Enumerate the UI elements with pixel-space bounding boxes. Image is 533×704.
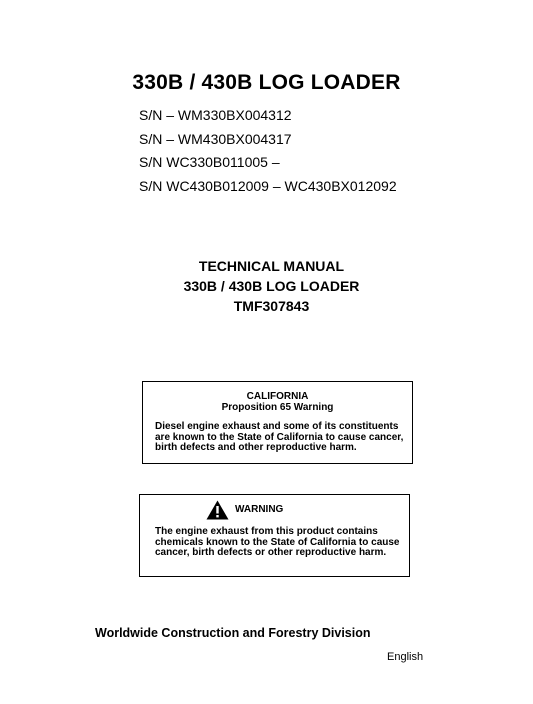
california-heading [143,392,412,413]
serial-number: S/N WC430B012009 – WC430BX012092 [139,177,397,194]
warning-line: chemicals known to the State of California to cause [155,536,400,548]
division-name: Worldwide Construction and Forestry Division [95,626,371,640]
california-heading-state: CALIFORNIA [246,391,309,402]
manual-model: 330B / 430B LOG LOADER [183,278,360,294]
language-label: English [387,651,424,663]
manual-number: TMF307843 [233,298,310,314]
california-heading-proposition: Proposition 65 Warning [221,401,334,413]
california-warning-text [155,422,412,454]
manual-type: TECHNICAL MANUAL [198,258,345,274]
serial-number: S/N – WM330BX004312 [139,107,292,123]
serial-number-list [139,104,397,198]
serial-number: S/N – WM430BX004317 [139,130,292,147]
california-warning-line: Diesel engine exhaust and some of its constituents [155,421,399,432]
california-warning-line: birth defects and other reproductive harm. [155,442,357,453]
warning-box [139,494,410,577]
california-warning-line: are known to the State of California to cause cancer, [155,431,404,443]
warning-line: The engine exhaust from this product contains [155,526,378,537]
warning-heading-label: WARNING [235,503,284,515]
warning-heading [206,500,409,520]
document-title: 330B / 430B LOG LOADER [132,71,401,94]
serial-number: S/N WC330B011005 – [139,154,280,170]
california-prop65-box [142,381,413,464]
warning-line: cancer, birth defects or other reproductive harm. [155,547,387,558]
warning-text [155,527,409,559]
manual-heading [0,256,533,316]
warning-triangle-icon [206,500,229,520]
